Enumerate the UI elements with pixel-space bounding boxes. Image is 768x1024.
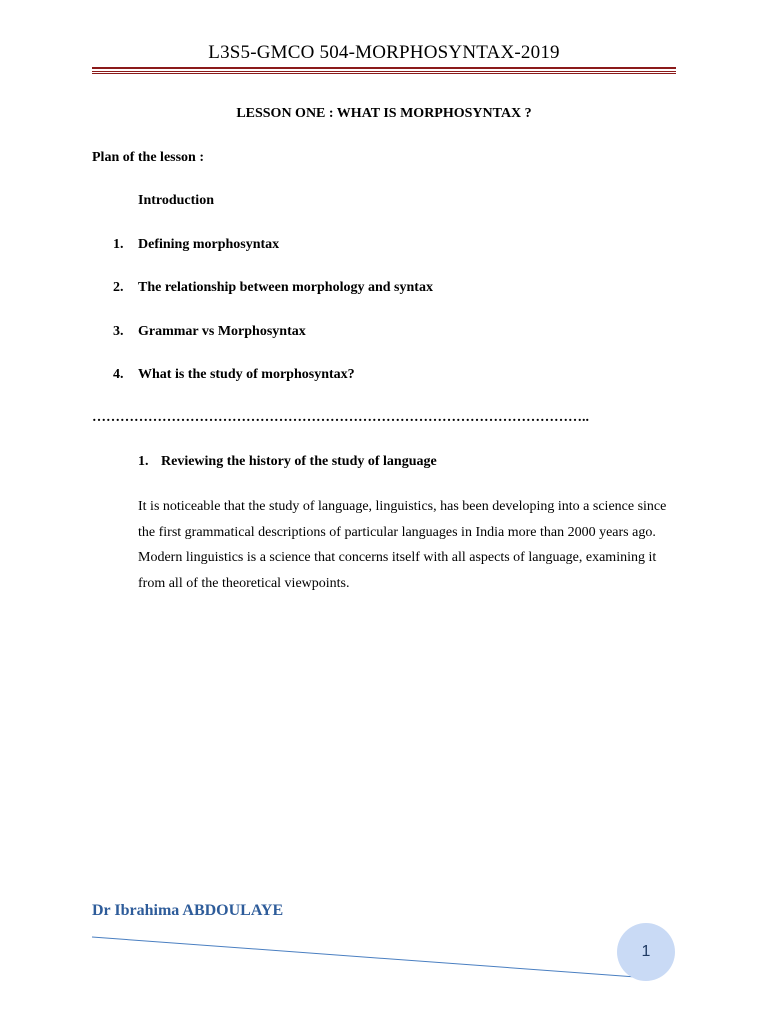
lesson-title: LESSON ONE : WHAT IS MORPHOSYNTAX ? xyxy=(236,106,532,121)
footer-author: Dr Ibrahima ABDOULAYE xyxy=(92,902,284,919)
section-heading-text: Reviewing the history of the study of language xyxy=(161,454,437,469)
plan-item-number: 3. xyxy=(113,324,124,339)
plan-introduction: Introduction xyxy=(138,193,214,208)
dotted-separator: …………………………………………………………………………………………….. xyxy=(92,410,589,425)
plan-item-text: Grammar vs Morphosyntax xyxy=(138,324,306,339)
plan-item-text: Defining morphosyntax xyxy=(138,237,280,252)
plan-label: Plan of the lesson : xyxy=(92,150,204,165)
header-title: L3S5-GMCO 504-MORPHOSYNTAX-2019 xyxy=(208,42,560,63)
plan-item-text: The relationship between morphology and syntax xyxy=(138,280,433,295)
plan-item-number: 1. xyxy=(113,237,124,252)
plan-item-text: What is the study of morphosyntax? xyxy=(138,367,355,382)
page-number: 1 xyxy=(641,943,651,960)
plan-item-number: 4. xyxy=(113,367,124,382)
section-paragraph: It is noticeable that the study of language, linguistics, has been developing into a science since the first grammatical descriptions of particular languages in India more than 2000 years ago. Modern linguistics is a science that concerns itself with all aspects of language, examining it from all of the theoretical viewpoints. xyxy=(138,499,667,591)
plan-item-number: 2. xyxy=(113,280,124,295)
page-number-badge xyxy=(617,923,675,981)
section-number: 1. xyxy=(138,454,149,469)
